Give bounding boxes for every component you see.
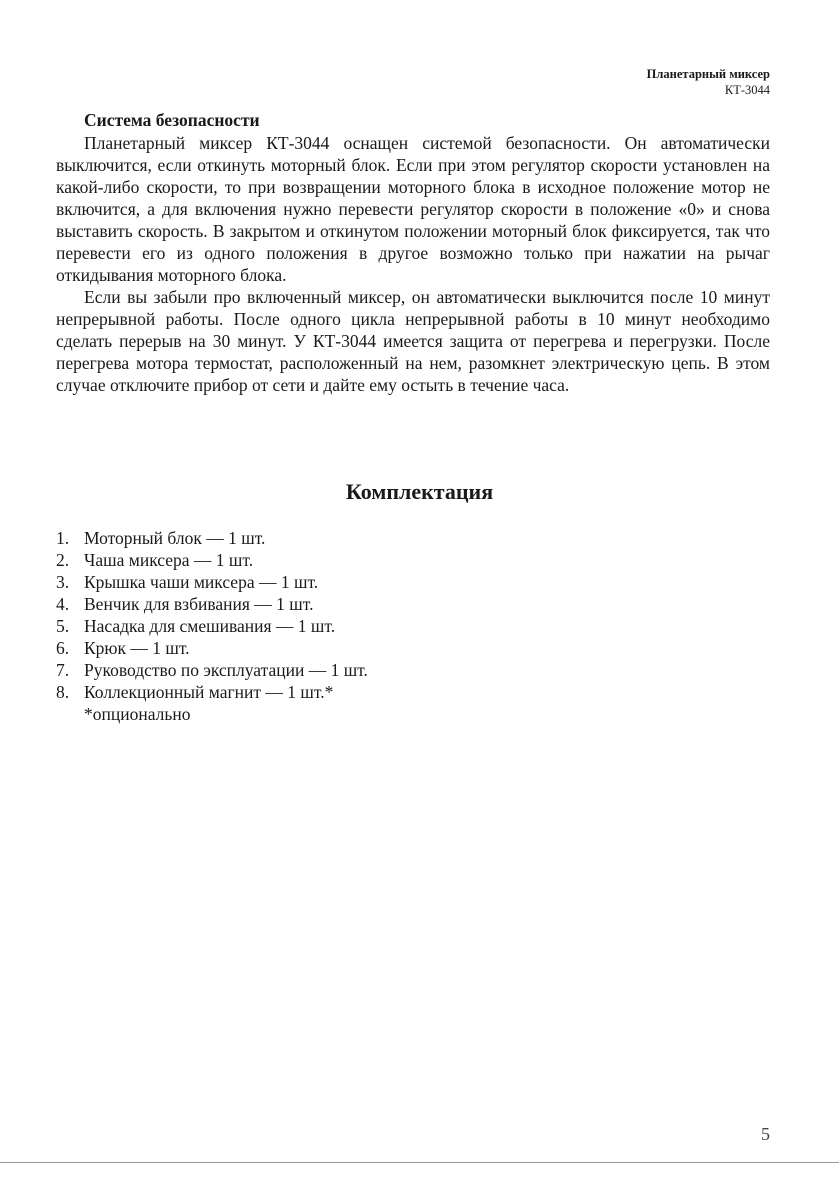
list-item-text: Венчик для взбивания — 1 шт. [84, 594, 314, 614]
list-item-text: Крышка чаши миксера — 1 шт. [84, 572, 319, 592]
list-item-text: Моторный блок — 1 шт. [84, 528, 266, 548]
running-header [647, 66, 770, 98]
list-item [56, 637, 368, 659]
safety-paragraph-1: Планетарный миксер КТ-3044 оснащен системой безопасности. Он автоматически выключится, если откинуть моторный блок. Если при этом регулятор скорости установлен на какой-либо скорости, то при возвращении моторного блока в исходное положение мотор не включится, а для включения нужно перевести регулятор скорости в положение «0» и снова выставить скорость. В закрытом и откинутом положении моторный блок фиксируется, так что перевести его из одного положения в другое возможно только при нажатии на рычаг откидывания моторного блока. [56, 133, 770, 285]
bottom-divider [0, 1162, 839, 1163]
list-item-number: 3. [56, 572, 70, 592]
list-item-number: 4. [56, 594, 70, 614]
list-item [56, 571, 368, 593]
list-item-number: 8. [56, 682, 70, 702]
list-item-text: Чаша миксера — 1 шт. [84, 550, 254, 570]
list-item [56, 593, 368, 615]
running-header-model: КТ-3044 [724, 83, 770, 97]
list-item-text: Коллекционный магнит — 1 шт.* [84, 682, 334, 702]
kit-footnote: *опционально [84, 704, 191, 724]
list-item-number: 7. [56, 660, 70, 680]
running-header-title: Планетарный миксер [646, 67, 770, 81]
list-item [56, 615, 368, 637]
list-item-number: 5. [56, 616, 70, 636]
list-item-number: 1. [56, 528, 70, 548]
list-item-text: Насадка для смешивания — 1 шт. [84, 616, 336, 636]
kit-heading: Комплектация [345, 479, 494, 504]
safety-heading: Система безопасности [84, 110, 260, 130]
list-item-text: Руководство по эксплуатации — 1 шт. [84, 660, 368, 680]
list-item [56, 681, 368, 703]
list-item-number: 6. [56, 638, 70, 658]
list-item-number: 2. [56, 550, 70, 570]
list-item [56, 549, 368, 571]
kit-list [56, 527, 368, 703]
safety-paragraph-2: Если вы забыли про включенный миксер, он автоматически выключится после 10 минут непрерывной работы. После одного цикла непрерывной работы в 10 минут необходимо сделать перерыв на 30 минут. У КТ-3044 имеется защита от перегрева и перегрузки. После перегрева мотора термостат, расположенный на нем, разомкнет электрическую цепь. В этом случае отключите прибор от сети и дайте ему остыть в течение часа. [56, 287, 770, 395]
list-item-text: Крюк — 1 шт. [84, 638, 190, 658]
safety-section [56, 110, 770, 396]
page-number: 5 [761, 1124, 770, 1144]
list-item [56, 527, 368, 549]
list-item [56, 659, 368, 681]
